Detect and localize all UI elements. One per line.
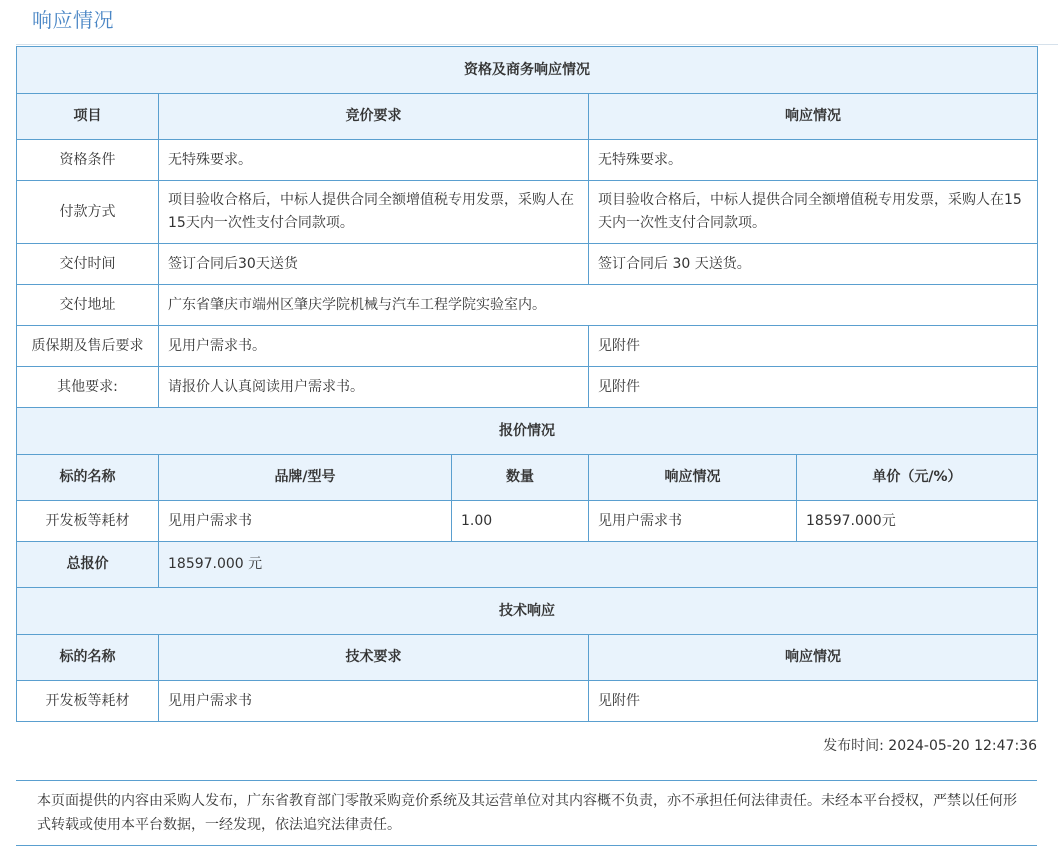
row-label: 交付地址: [17, 285, 159, 326]
column-header-response: 响应情况: [589, 455, 797, 501]
response-cell: 项目验收合格后，中标人提供合同全额增值税专用发票，采购人在15天内一次性支付合同款项。: [589, 181, 1038, 244]
row-label: 付款方式: [17, 181, 159, 244]
disclaimer-notice: 本页面提供的内容由采购人发布，广东省教育部门零散采购竞价系统及其运营单位对其内容概不负责，亦不承担任何法律责任。未经本平台授权，严禁以任何形式转载或使用本平台数据，一经发现，依法追究法律责任。: [37, 793, 1017, 833]
response-cell: 见用户需求书: [589, 501, 797, 542]
technical-header-row: [17, 635, 1038, 681]
publish-time: 发布时间: 2024-05-20 12:47:36: [823, 738, 1037, 754]
quantity-cell: 1.00: [452, 501, 589, 542]
response-cell: 见附件: [589, 681, 1038, 722]
requirement-cell: 见用户需求书: [159, 681, 589, 722]
total-value: 18597.000 元: [159, 542, 1038, 588]
column-header-brand: 品牌/型号: [159, 455, 452, 501]
column-header-item: 项目: [17, 94, 159, 140]
row-label: 资格条件: [17, 140, 159, 181]
requirement-cell: 签订合同后30天送货: [159, 244, 589, 285]
requirement-cell: 见用户需求书。: [159, 326, 589, 367]
requirement-cell: 广东省肇庆市端州区肇庆学院机械与汽车工程学院实验室内。: [159, 285, 1038, 326]
column-header-unit-price: 单价（元/%）: [797, 455, 1038, 501]
quote-header-row: [17, 455, 1038, 501]
qualification-header-row: [17, 94, 1038, 140]
item-name-cell: 开发板等耗材: [17, 501, 159, 542]
requirement-cell: 请报价人认真阅读用户需求书。: [159, 367, 589, 408]
response-cell: 无特殊要求。: [589, 140, 1038, 181]
column-header-name: 标的名称: [17, 635, 159, 681]
row-label: 交付时间: [17, 244, 159, 285]
notice-divider-top: [16, 780, 1037, 781]
column-header-response: 响应情况: [589, 635, 1038, 681]
table-row: [17, 501, 1038, 542]
table-row: [17, 367, 1038, 408]
table-row: [17, 681, 1038, 722]
response-cell: 签订合同后 30 天送货。: [589, 244, 1038, 285]
column-header-requirement: 竞价要求: [159, 94, 589, 140]
title-divider: [16, 44, 1058, 45]
table-row: [17, 244, 1038, 285]
qualification-title-row: [17, 47, 1038, 94]
row-label: 其他要求:: [17, 367, 159, 408]
row-label: 质保期及售后要求: [17, 326, 159, 367]
qualification-section-title: 资格及商务响应情况: [17, 47, 1038, 94]
response-cell: 见附件: [589, 326, 1038, 367]
brand-cell: 见用户需求书: [159, 501, 452, 542]
table-row: [17, 326, 1038, 367]
quote-title-row: [17, 408, 1038, 455]
page-title: 响应情况: [32, 8, 114, 32]
table-row: [17, 140, 1038, 181]
table-row: [17, 181, 1038, 244]
response-table: [16, 46, 1038, 722]
column-header-name: 标的名称: [17, 455, 159, 501]
table-row: [17, 285, 1038, 326]
item-name-cell: 开发板等耗材: [17, 681, 159, 722]
total-label: 总报价: [17, 542, 159, 588]
requirement-cell: 无特殊要求。: [159, 140, 589, 181]
column-header-tech-requirement: 技术要求: [159, 635, 589, 681]
column-header-response: 响应情况: [589, 94, 1038, 140]
response-cell: 见附件: [589, 367, 1038, 408]
notice-divider-bottom: [16, 845, 1037, 846]
requirement-cell: 项目验收合格后，中标人提供合同全额增值税专用发票，采购人在15天内一次性支付合同款项。: [159, 181, 589, 244]
technical-section-title: 技术响应: [17, 588, 1038, 635]
column-header-quantity: 数量: [452, 455, 589, 501]
unit-price-cell: 18597.000元: [797, 501, 1038, 542]
total-row: [17, 542, 1038, 588]
quote-section-title: 报价情况: [17, 408, 1038, 455]
technical-title-row: [17, 588, 1038, 635]
